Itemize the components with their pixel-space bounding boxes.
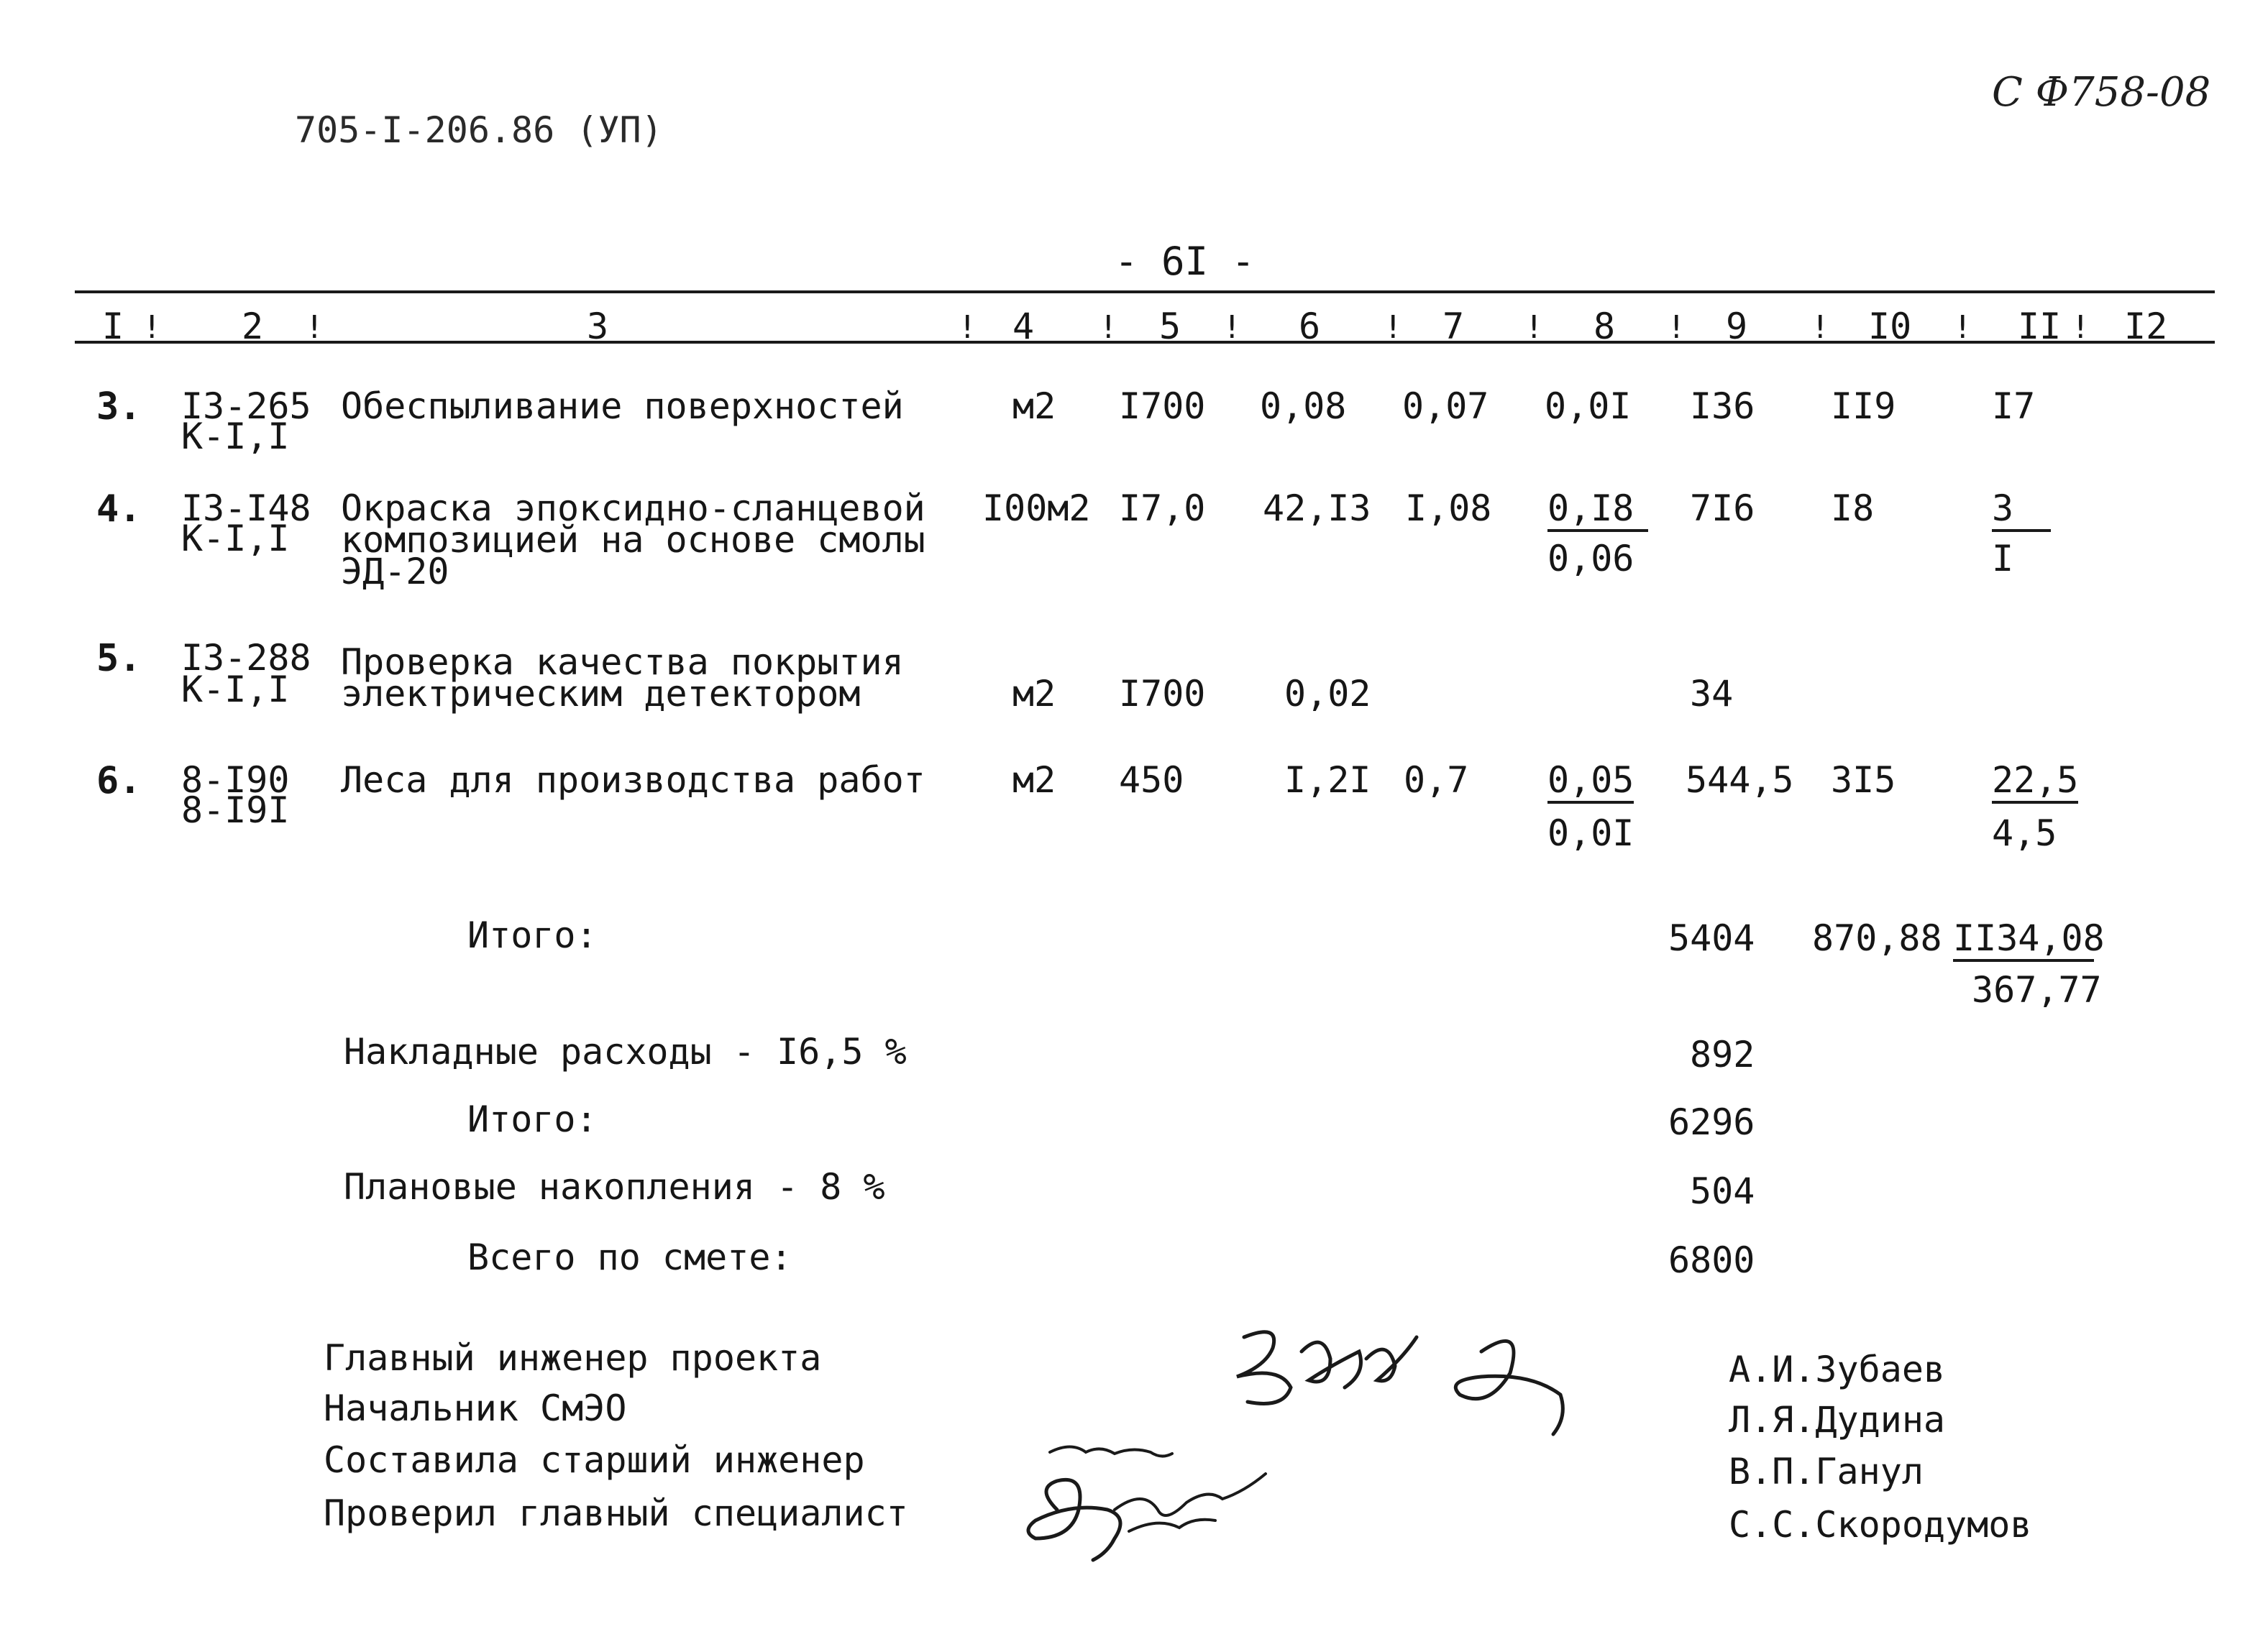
table-top-rule — [75, 290, 2215, 293]
rate-code: 8-I90 — [181, 759, 290, 801]
unit-cost: I,2I — [1284, 759, 1371, 801]
column-header-1: I — [102, 306, 124, 347]
column-7-value: 0,07 — [1402, 385, 1489, 427]
subtotal-column-11-denominator: 367,77 — [1972, 969, 2102, 1011]
column-8-numerator: 0,I8 — [1547, 490, 1648, 532]
signatory-title: Составила старший инженер — [324, 1439, 865, 1481]
column-11-denominator: 4,5 — [1992, 812, 2057, 854]
column-header-2: 2 — [242, 306, 264, 347]
quantity: I700 — [1119, 385, 1206, 427]
rate-code: I3-288 — [181, 637, 311, 679]
unit-cost: 42,I3 — [1263, 487, 1371, 529]
handwritten-signature-lower — [1007, 1431, 1280, 1574]
column-header-8: 8 — [1593, 306, 1616, 347]
unit-cost: 0,02 — [1284, 673, 1371, 715]
rate-code-suffix: К-I,I — [181, 669, 290, 710]
column-header-9: 9 — [1726, 306, 1748, 347]
quantity: 450 — [1119, 759, 1184, 801]
signatory-name: В.П.Ганул — [1729, 1451, 1924, 1492]
column-7-value: 0,7 — [1404, 759, 1469, 801]
column-separator: ! — [1667, 309, 1686, 346]
subtotal-column-10: 870,88 — [1812, 917, 1942, 959]
signatory-title: Проверил главный специалист — [324, 1492, 908, 1534]
planned-savings-label: Плановые накопления - 8 % — [344, 1166, 885, 1208]
subtotal2-label: Итого: — [467, 1098, 598, 1140]
signatory-name: А.И.Зубаев — [1729, 1349, 1946, 1390]
column-header-6: 6 — [1299, 306, 1321, 347]
grand-total-label: Всего по смете: — [467, 1237, 792, 1278]
column-7-value: I,08 — [1405, 487, 1492, 529]
subtotal2-value: 6296 — [1668, 1101, 1755, 1143]
signatory-title: Начальник СмЭО — [324, 1387, 627, 1429]
column-separator: ! — [1222, 309, 1242, 346]
column-header-7: 7 — [1442, 306, 1465, 347]
rate-code: I3-I48 — [181, 487, 311, 529]
row-number: 4. — [96, 487, 142, 531]
column-11-denominator: I — [1992, 538, 2014, 579]
column-11-value: I7 — [1992, 385, 2036, 427]
column-header-4: 4 — [1012, 306, 1035, 347]
unit-cost: 0,08 — [1260, 385, 1347, 427]
unit: м2 — [1012, 759, 1056, 801]
column-11-numerator: 22,5 — [1992, 762, 2078, 804]
unit: м2 — [1012, 673, 1056, 715]
total-cost: 34 — [1690, 673, 1734, 715]
work-description-line-3: ЭД-20 — [341, 551, 449, 592]
overhead-label: Накладные расходы - I6,5 % — [344, 1031, 907, 1073]
rate-code: I3-265 — [181, 385, 311, 427]
column-11-numerator: 3 — [1992, 490, 2051, 532]
column-separator: ! — [958, 309, 977, 346]
column-separator: ! — [2071, 309, 2090, 346]
column-10-value: II9 — [1831, 385, 1896, 427]
unit: м2 — [1012, 385, 1056, 427]
quantity: I7,0 — [1119, 487, 1206, 529]
total-cost: 544,5 — [1686, 759, 1794, 801]
column-header-11: II — [2018, 306, 2062, 347]
column-separator: ! — [1953, 309, 1972, 346]
work-description: Обеспыливание поверхностей — [341, 385, 904, 427]
column-8-denominator: 0,06 — [1547, 538, 1634, 579]
rate-code-suffix: К-I,I — [181, 416, 290, 457]
column-separator: ! — [305, 309, 324, 346]
column-8-value: 0,0I — [1545, 385, 1632, 427]
column-8-numerator: 0,05 — [1547, 762, 1634, 804]
column-separator: ! — [1384, 309, 1403, 346]
rate-code-suffix: К-I,I — [181, 518, 290, 559]
column-header-5: 5 — [1159, 306, 1181, 347]
unit: I00м2 — [982, 487, 1091, 529]
signatory-name: Л.Я.Дудина — [1729, 1399, 1946, 1441]
row-number: 5. — [96, 637, 142, 680]
work-description-line-2: композицией на основе смолы — [341, 519, 925, 561]
planned-savings-value: 504 — [1690, 1170, 1755, 1212]
column-header-12: I2 — [2124, 306, 2168, 347]
column-separator: ! — [142, 309, 162, 346]
column-10-value: 3I5 — [1831, 759, 1896, 801]
grand-total-value: 6800 — [1668, 1239, 1755, 1281]
subtotal-label: Итого: — [467, 914, 598, 956]
row-number: 6. — [96, 759, 142, 802]
subtotal-column-11-numerator: II34,08 — [1953, 920, 2094, 962]
column-header-3: 3 — [587, 306, 609, 347]
column-header-10: I0 — [1868, 306, 1912, 347]
work-description-line-2: электрическим детектором — [341, 673, 861, 715]
document-stamp: С Ф758-08 — [1992, 69, 2211, 116]
column-separator: ! — [1099, 309, 1118, 346]
row-number: 3. — [96, 385, 142, 428]
total-cost: I36 — [1690, 385, 1755, 427]
work-description: Леса для производства работ — [341, 759, 925, 801]
work-description: Окраска эпоксидно-сланцевой — [341, 487, 925, 529]
work-description: Проверка качества покрытия — [341, 641, 904, 683]
subtotal-value: 5404 — [1668, 917, 1755, 959]
column-10-value: I8 — [1831, 487, 1875, 529]
rate-code-suffix: 8-I9I — [181, 789, 290, 831]
quantity: I700 — [1119, 673, 1206, 715]
page-number: - 6I - — [1115, 239, 1256, 284]
column-separator: ! — [1811, 309, 1830, 346]
column-8-denominator: 0,0I — [1547, 812, 1634, 854]
signatory-name: С.С.Скородумов — [1729, 1504, 2032, 1546]
column-separator: ! — [1524, 309, 1544, 346]
document-code: 705-I-206.86 (УП) — [295, 109, 663, 151]
signatory-title: Главный инженер проекта — [324, 1337, 822, 1379]
total-cost: 7I6 — [1690, 487, 1755, 529]
overhead-value: 892 — [1690, 1034, 1755, 1075]
